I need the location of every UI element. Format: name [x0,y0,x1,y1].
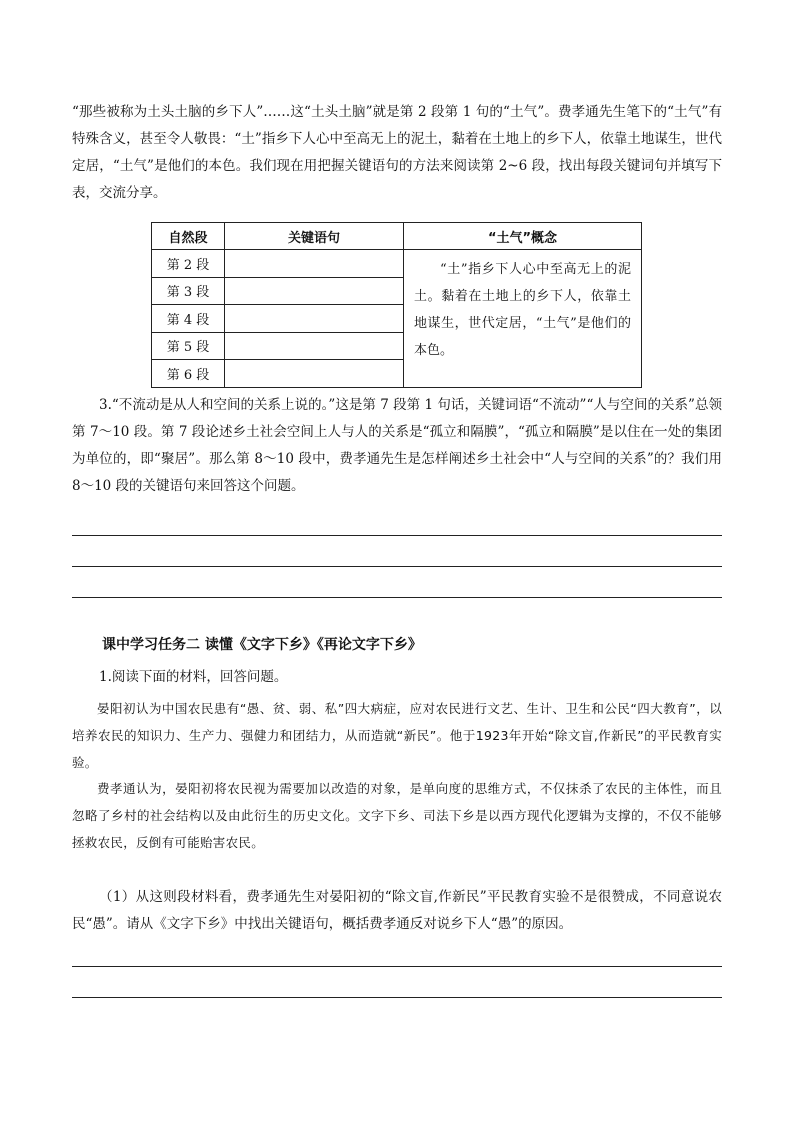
answer-line[interactable] [72,535,722,536]
header-concept: “土气”概念 [404,223,642,250]
answer-line[interactable] [72,566,722,567]
row-label: 第 5 段 [152,332,225,360]
task2-heading: 课中学习任务二 读懂《文字下乡》《再论文字下乡》 [102,637,422,653]
answer-line[interactable] [72,597,722,598]
key-sentence-table [151,222,642,388]
key-sentence-cell[interactable] [225,360,404,388]
material-paragraph-1: 晏阳初认为中国农民患有“愚、贫、弱、私”四大病症，应对农民进行文艺、生计、卫生和公民“四大教育”，以培养农民的知识力、生产力、强健力和团结力，从而造就“新民”。他于1923年开始“除文盲,作新民”的平民教育实验。 [72,701,722,770]
table-header-row [152,223,642,250]
key-sentence-cell[interactable] [225,250,404,278]
header-key-sentence: 关键语句 [225,223,404,250]
table-row [152,250,642,278]
material-paragraph-2: 费孝通认为，晏阳初将农民视为需要加以改造的对象，是单向度的思维方式，不仅抹杀了农民的主体性，而且忽略了乡村的社会结构以及由此衍生的历史文化。文字下乡、司法下乡是以西方现代化逻辑为支撑的，不仅不能够拯救农民，反倒有可能贻害农民。 [72,781,722,850]
answer-line[interactable] [72,966,722,967]
intro-paragraph: “那些被称为土头土脑的乡下人”……这“土头土脑”就是第 2 段第 1 句的“土气”。费孝通先生笔下的“土气”有特殊含义，甚至令人敬畏：“土”指乡下人心中至高无上的泥土，黏着在土地上的乡下人，依靠土地谋生，世代定居，“土气”是他们的本色。我们现在用把握关键语句的方法来阅读第 2~6 段，找出每段关键词句并填写下表，交流分享。 [72,104,722,201]
header-paragraph: 自然段 [152,223,225,250]
answer-line[interactable] [72,997,722,998]
key-sentence-cell[interactable] [225,305,404,333]
row-label: 第 4 段 [152,305,225,333]
row-label: 第 2 段 [152,250,225,278]
task2-item-1: 1.阅读下面的材料，回答问题。 [99,669,288,685]
key-sentence-cell[interactable] [225,277,404,305]
question-3: 3.“不流动是从人和空间的关系上说的。”这是第 7 段第 1 句话，关键词语“不流动”“人与空间的关系”总领第 7～10 段。第 7 段论述乡土社会空间上人与人的关系是“孤立和隔膜”，“孤立和隔膜”是以住在一处的集团为单位的，即“聚居”。那么第 8～10 段中，费孝通先生是怎样阐述乡土社会中“人与空间的关系”的？我们用 8～10 段的关键语句来回答这个问题。 [72,397,722,494]
row-label: 第 6 段 [152,360,225,388]
sub-question-1: （1）从这则段材料看，费孝通先生对晏阳初的“除文盲,作新民”平民教育实验不是很赞成，不同意说农民“愚”。请从《文字下乡》中找出关键语句，概括费孝通反对说乡下人“愚”的原因。 [72,889,722,932]
concept-cell: “土”指乡下人心中至高无上的泥土。黏着在土地上的乡下人，依靠土地谋生，世代定居，“土气”是他们的本色。 [404,250,642,388]
key-sentence-cell[interactable] [225,332,404,360]
row-label: 第 3 段 [152,277,225,305]
